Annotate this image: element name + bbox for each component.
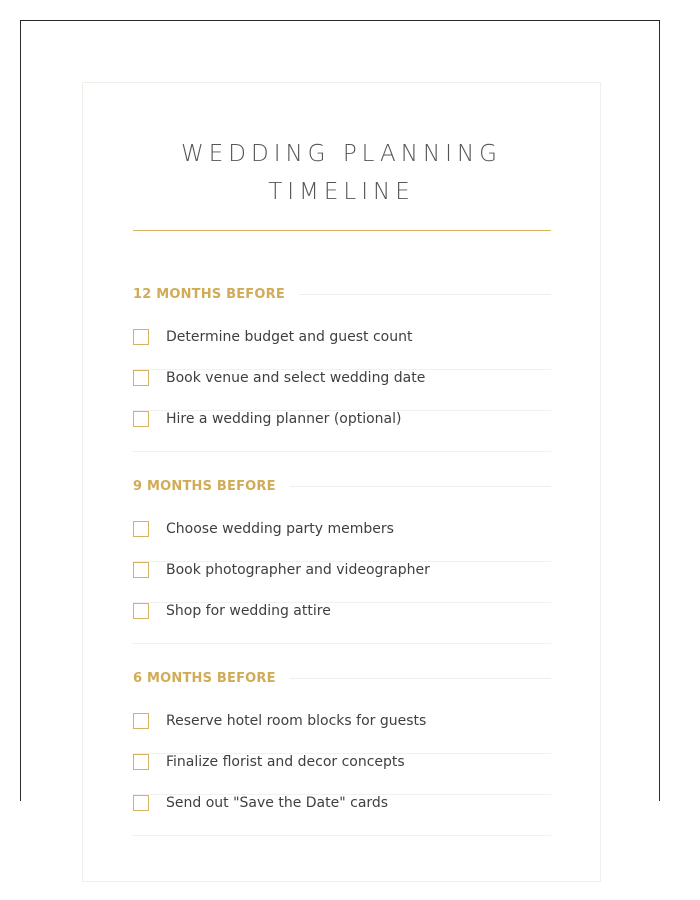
checkbox[interactable] [133, 603, 149, 619]
section-label: 6 MONTHS BEFORE [133, 670, 276, 686]
checkbox[interactable] [133, 713, 149, 729]
checklist-item [133, 603, 551, 644]
section-header [133, 668, 551, 688]
checklist-item-label: Finalize florist and decor concepts [166, 754, 405, 770]
section-label: 9 MONTHS BEFORE [133, 478, 276, 494]
checklist [133, 521, 551, 644]
checklist [133, 329, 551, 452]
checklist-item-label: Shop for wedding attire [166, 603, 331, 619]
section-divider [290, 678, 551, 679]
title-line-2: TIMELINE [268, 179, 415, 205]
checkbox[interactable] [133, 370, 149, 386]
checkbox[interactable] [133, 562, 149, 578]
checklist-item-label: Reserve hotel room blocks for guests [166, 713, 427, 729]
checklist-item [133, 521, 551, 562]
checklist-item-label: Book photographer and videographer [166, 562, 430, 578]
checklist-item [133, 370, 551, 411]
checklist-item-label: Choose wedding party members [166, 521, 394, 537]
section-divider [299, 294, 551, 295]
checkbox[interactable] [133, 411, 149, 427]
checklist-item-label: Hire a wedding planner (optional) [166, 411, 402, 427]
page-frame [20, 20, 660, 811]
section-12-months [133, 284, 551, 452]
section-6-months [133, 668, 551, 836]
checklist [133, 713, 551, 836]
checklist-item-label: Send out "Save the Date" cards [166, 795, 389, 811]
checkbox[interactable] [133, 521, 149, 537]
checklist-item-label: Determine budget and guest count [166, 329, 413, 345]
checklist-item [133, 562, 551, 603]
section-9-months [133, 476, 551, 644]
checkbox[interactable] [133, 795, 149, 811]
checklist-item [133, 713, 551, 754]
timeline-card [82, 82, 601, 882]
checkbox[interactable] [133, 754, 149, 770]
checklist-item [133, 411, 551, 452]
section-divider [290, 486, 551, 487]
page-title [83, 135, 600, 211]
section-header [133, 476, 551, 496]
checklist-item [133, 795, 551, 836]
title-divider [133, 230, 551, 231]
section-label: 12 MONTHS BEFORE [133, 286, 285, 302]
title-line-1: WEDDING PLANNING [181, 141, 502, 167]
checkbox[interactable] [133, 329, 149, 345]
checklist-item [133, 329, 551, 370]
checklist-item [133, 754, 551, 795]
checklist-item-label: Book venue and select wedding date [166, 370, 426, 386]
section-header [133, 284, 551, 304]
